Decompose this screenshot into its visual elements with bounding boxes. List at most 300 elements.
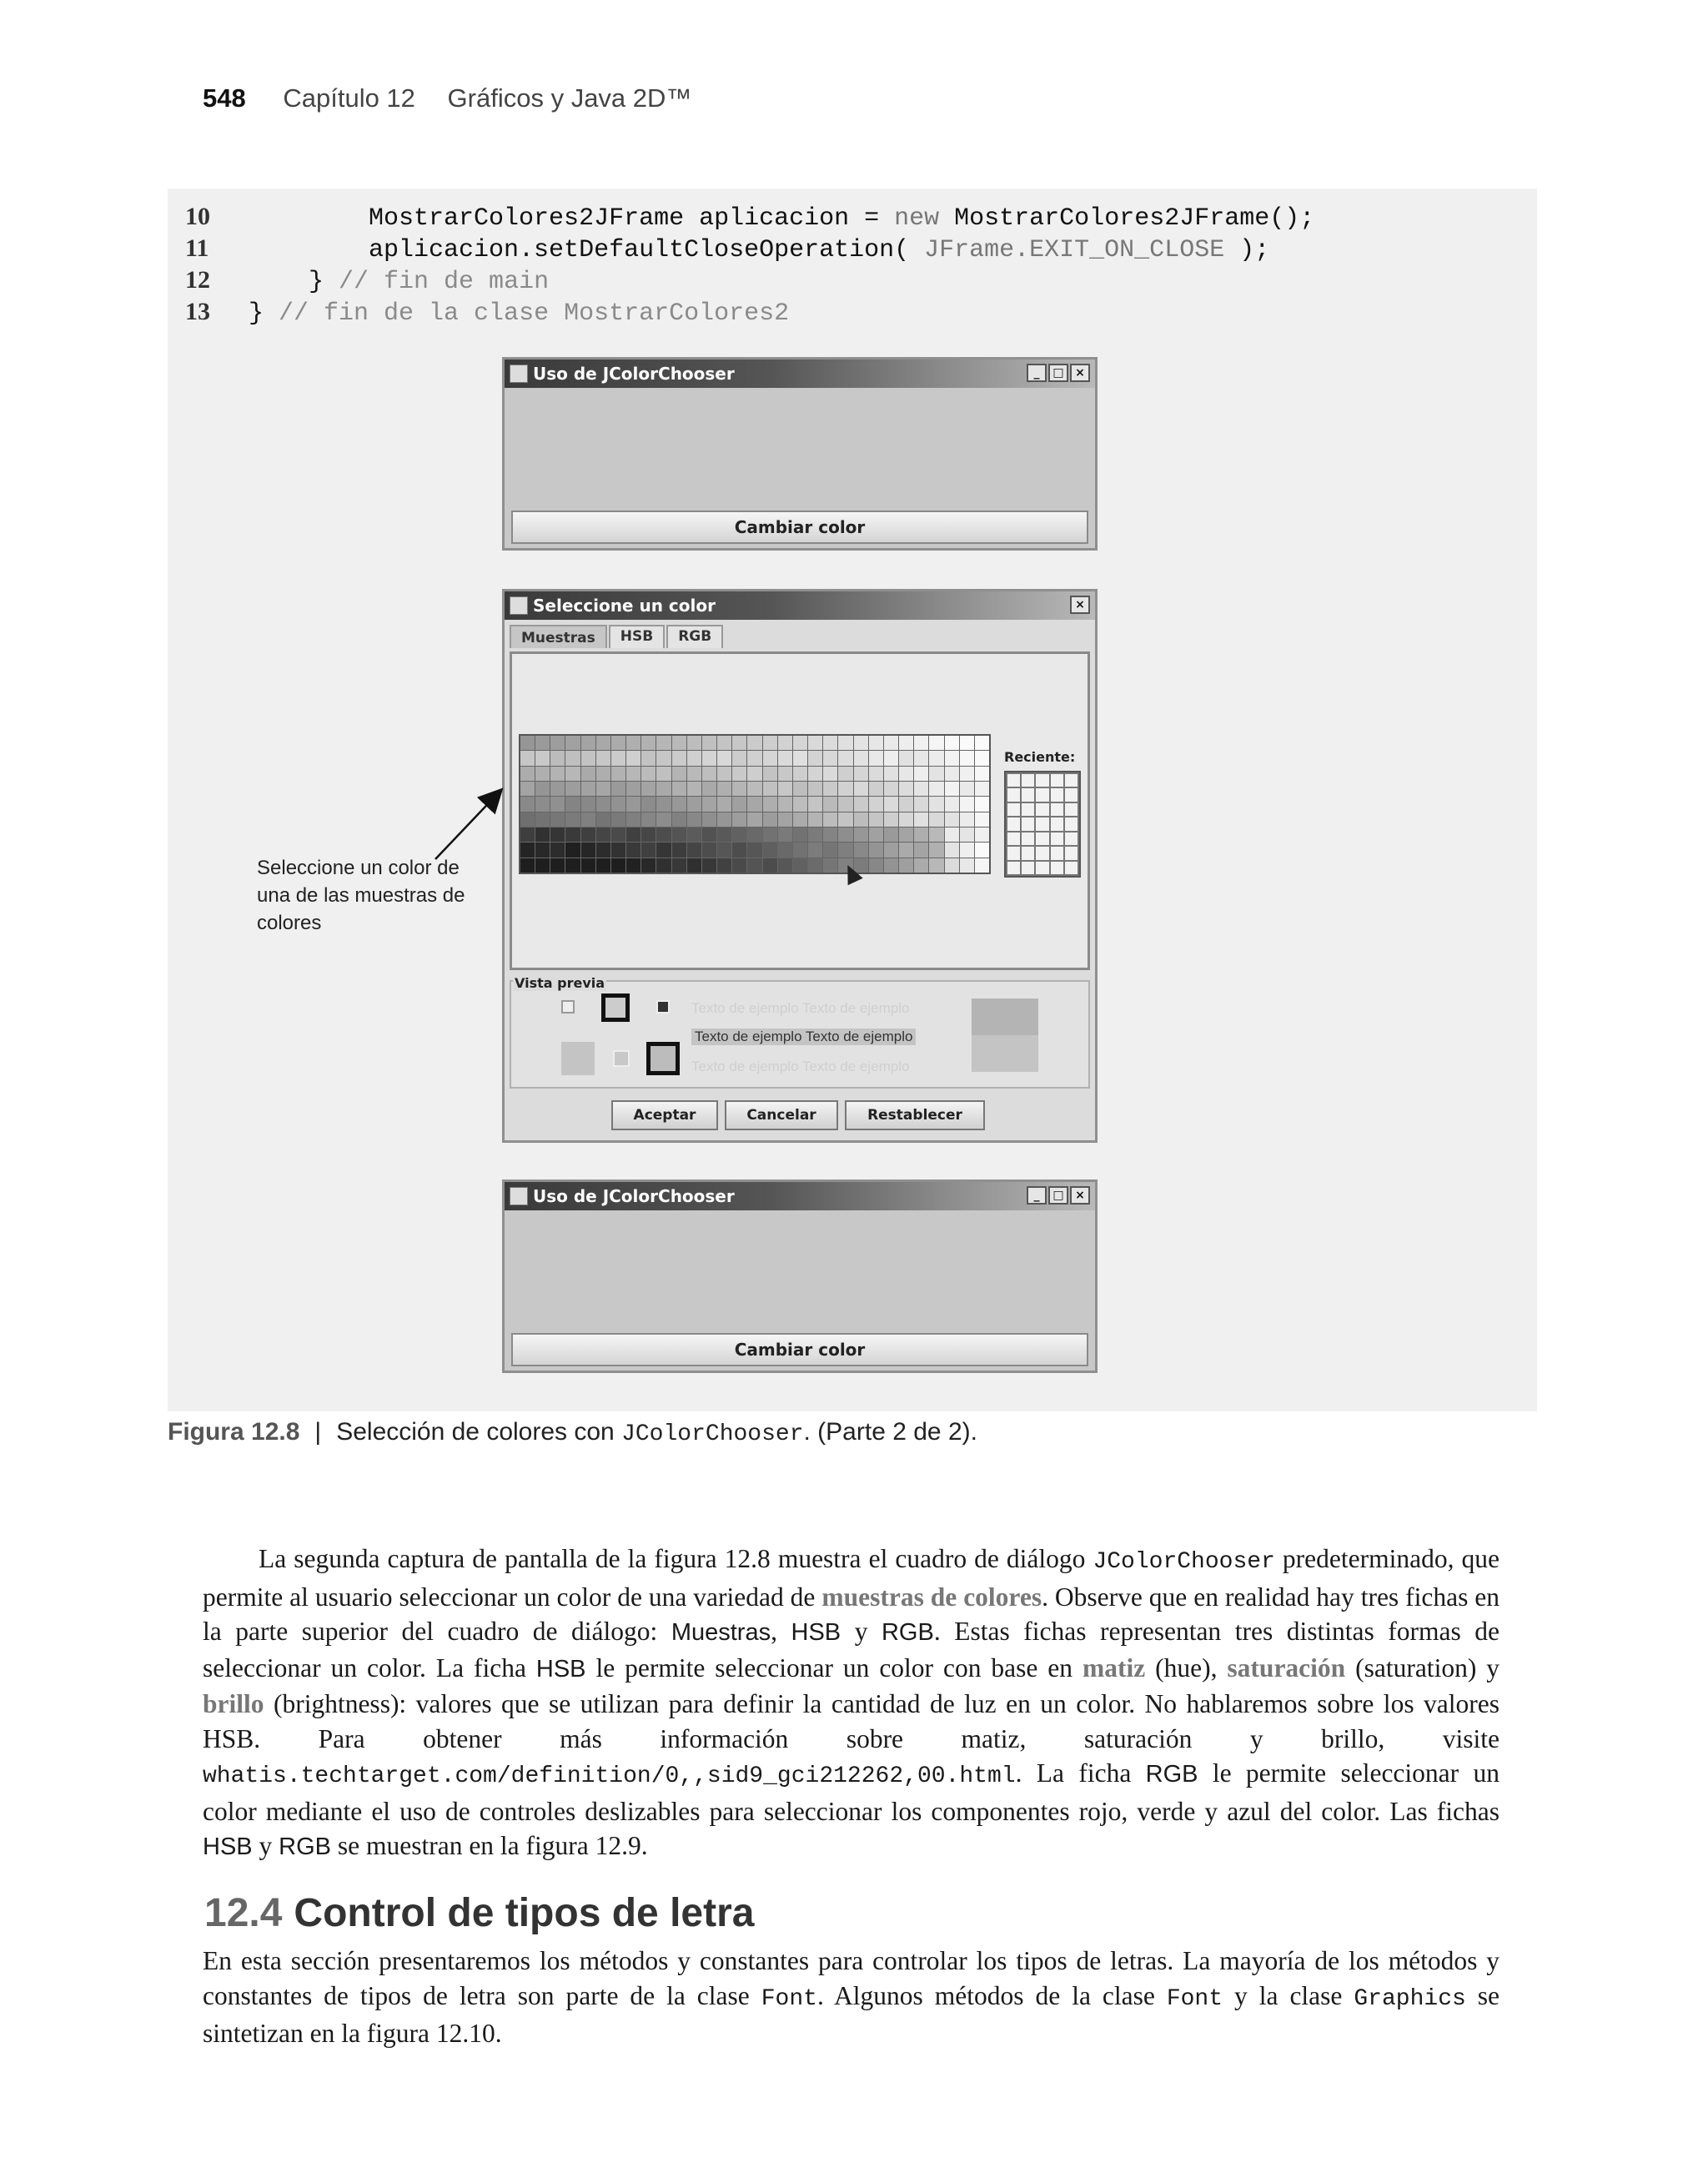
color-swatch[interactable] [641,843,656,857]
color-swatch[interactable] [565,858,580,873]
color-swatch[interactable] [747,751,761,765]
color-swatch[interactable] [535,736,550,750]
color-swatch[interactable] [520,736,535,750]
color-swatch[interactable] [535,797,550,811]
color-swatch[interactable] [672,736,686,750]
color-swatch[interactable] [869,767,883,781]
color-swatch[interactable] [945,767,959,781]
recent-swatch[interactable] [1007,774,1020,787]
color-swatch[interactable] [975,751,989,765]
recent-swatch[interactable] [1051,788,1063,801]
color-swatch[interactable] [793,858,807,873]
recent-swatch[interactable] [1007,832,1020,845]
color-swatch[interactable] [747,843,761,857]
color-swatch[interactable] [869,858,883,873]
color-swatch[interactable] [945,782,959,796]
tab-rgb[interactable]: RGB [666,625,723,648]
color-swatch[interactable] [626,736,640,750]
color-swatch[interactable] [656,736,671,750]
color-swatch[interactable] [550,782,565,796]
color-swatch[interactable] [975,827,989,842]
color-swatch[interactable] [945,736,959,750]
recent-swatch[interactable] [1022,788,1034,801]
color-swatch[interactable] [975,858,989,873]
recent-swatch[interactable] [1036,862,1048,874]
close-button[interactable]: × [1070,596,1090,614]
color-swatch[interactable] [929,812,943,827]
color-swatch[interactable] [808,858,822,873]
color-swatch[interactable] [884,812,898,827]
color-swatch[interactable] [581,843,595,857]
color-swatch[interactable] [596,797,610,811]
color-swatch[interactable] [914,797,928,811]
color-swatch[interactable] [884,751,898,765]
color-swatch[interactable] [550,843,565,857]
recent-swatch[interactable] [1007,803,1020,816]
color-swatch[interactable] [960,843,974,857]
color-swatch[interactable] [914,827,928,842]
color-swatch[interactable] [611,797,625,811]
reset-button[interactable]: Restablecer [845,1100,985,1130]
minimize-button[interactable]: _ [1027,1186,1047,1205]
color-swatch[interactable] [596,843,610,857]
color-swatch[interactable] [656,843,671,857]
color-swatch[interactable] [702,858,716,873]
color-swatch[interactable] [747,736,761,750]
color-swatch[interactable] [596,751,610,765]
color-swatch[interactable] [838,782,852,796]
recent-swatch[interactable] [1051,817,1063,830]
color-swatch[interactable] [656,782,671,796]
color-swatch[interactable] [656,827,671,842]
color-swatch[interactable] [793,782,807,796]
color-swatch[interactable] [672,858,686,873]
color-swatch[interactable] [626,827,640,842]
color-swatch[interactable] [899,812,913,827]
color-swatch[interactable] [763,751,777,765]
color-swatch[interactable] [611,812,625,827]
recent-swatch[interactable] [1065,774,1078,787]
color-swatch[interactable] [763,736,777,750]
color-swatch[interactable] [596,858,610,873]
color-swatch[interactable] [702,827,716,842]
color-swatch[interactable] [838,827,852,842]
color-swatch[interactable] [672,767,686,781]
color-swatch[interactable] [581,736,595,750]
color-swatch[interactable] [899,782,913,796]
color-swatch[interactable] [793,736,807,750]
color-swatch[interactable] [778,827,792,842]
change-color-button[interactable]: Cambiar color [511,511,1088,544]
color-swatch[interactable] [520,767,535,781]
color-swatch[interactable] [717,843,731,857]
color-swatch[interactable] [732,858,746,873]
color-swatch[interactable] [960,858,974,873]
recent-swatch[interactable] [1051,847,1063,859]
color-swatch[interactable] [672,751,686,765]
color-swatch[interactable] [626,858,640,873]
color-swatch[interactable] [884,782,898,796]
color-swatch[interactable] [884,797,898,811]
color-swatch[interactable] [808,827,822,842]
color-swatch[interactable] [581,797,595,811]
color-swatch[interactable] [550,858,565,873]
color-swatch[interactable] [565,797,580,811]
color-swatch[interactable] [626,782,640,796]
color-swatch[interactable] [550,736,565,750]
color-swatch[interactable] [596,736,610,750]
recent-swatch[interactable] [1036,817,1048,830]
color-swatch[interactable] [535,751,550,765]
color-swatch[interactable] [854,782,868,796]
color-swatch[interactable] [763,797,777,811]
minimize-button[interactable]: _ [1027,364,1047,382]
color-swatch[interactable] [808,751,822,765]
color-swatch[interactable] [823,858,837,873]
color-swatch[interactable] [626,767,640,781]
color-swatch[interactable] [899,858,913,873]
color-swatch[interactable] [535,812,550,827]
recent-swatch[interactable] [1065,788,1078,801]
recent-swatch[interactable] [1051,862,1063,874]
color-swatch[interactable] [687,858,701,873]
color-swatch[interactable] [975,736,989,750]
color-swatch[interactable] [520,751,535,765]
color-swatch[interactable] [535,767,550,781]
color-swatch[interactable] [808,843,822,857]
color-swatch[interactable] [960,782,974,796]
color-swatch[interactable] [702,812,716,827]
color-swatch[interactable] [823,843,837,857]
color-swatch[interactable] [854,767,868,781]
color-swatch[interactable] [747,812,761,827]
color-swatch[interactable] [778,843,792,857]
color-swatch[interactable] [732,812,746,827]
color-swatch[interactable] [869,843,883,857]
color-swatch[interactable] [641,827,656,842]
color-swatch[interactable] [793,812,807,827]
color-swatch[interactable] [838,797,852,811]
cancel-button[interactable]: Cancelar [725,1100,838,1130]
color-swatch[interactable] [899,827,913,842]
color-swatch[interactable] [702,797,716,811]
color-swatch[interactable] [884,827,898,842]
color-swatch[interactable] [884,736,898,750]
color-swatch[interactable] [778,751,792,765]
color-swatch[interactable] [717,767,731,781]
color-swatch[interactable] [899,767,913,781]
color-swatch[interactable] [687,767,701,781]
color-swatch[interactable] [747,767,761,781]
color-swatch[interactable] [975,812,989,827]
color-swatch[interactable] [747,858,761,873]
color-swatch[interactable] [732,797,746,811]
color-swatch[interactable] [854,843,868,857]
color-swatch[interactable] [565,767,580,781]
color-swatch[interactable] [581,827,595,842]
color-swatch[interactable] [823,782,837,796]
color-swatch[interactable] [565,827,580,842]
recent-swatch[interactable] [1036,788,1048,801]
color-swatch[interactable] [611,843,625,857]
color-swatch[interactable] [823,812,837,827]
recent-swatch[interactable] [1036,847,1048,859]
color-swatch[interactable] [732,736,746,750]
color-swatch[interactable] [550,751,565,765]
color-swatch[interactable] [914,858,928,873]
color-swatch[interactable] [838,751,852,765]
recent-swatch[interactable] [1036,803,1048,816]
color-swatch[interactable] [672,812,686,827]
tab-hsb[interactable]: HSB [609,625,665,648]
color-swatch[interactable] [793,751,807,765]
color-swatch[interactable] [520,858,535,873]
color-swatch[interactable] [581,782,595,796]
color-swatch[interactable] [687,812,701,827]
color-swatch[interactable] [929,782,943,796]
color-swatch[interactable] [975,767,989,781]
color-swatch[interactable] [884,858,898,873]
color-swatch[interactable] [884,767,898,781]
color-swatch[interactable] [763,782,777,796]
color-swatch[interactable] [975,797,989,811]
color-swatch[interactable] [732,782,746,796]
color-swatch[interactable] [869,751,883,765]
color-swatch[interactable] [565,782,580,796]
close-button[interactable]: × [1070,364,1090,382]
recent-swatch[interactable] [1022,832,1034,845]
color-swatch[interactable] [702,782,716,796]
color-swatch[interactable] [945,797,959,811]
color-swatch[interactable] [838,767,852,781]
color-swatch[interactable] [611,782,625,796]
color-swatch[interactable] [717,736,731,750]
color-swatch[interactable] [808,797,822,811]
recent-swatch[interactable] [1051,803,1063,816]
color-swatch[interactable] [732,767,746,781]
color-swatch[interactable] [763,843,777,857]
color-swatch[interactable] [869,812,883,827]
color-swatch[interactable] [823,736,837,750]
color-swatch[interactable] [945,751,959,765]
color-swatch[interactable] [611,858,625,873]
color-swatch[interactable] [702,767,716,781]
color-swatch[interactable] [535,858,550,873]
color-swatch[interactable] [565,812,580,827]
color-swatch[interactable] [763,767,777,781]
color-swatch[interactable] [687,782,701,796]
color-swatch[interactable] [808,736,822,750]
color-swatch[interactable] [854,736,868,750]
color-swatch[interactable] [611,736,625,750]
recent-swatch[interactable] [1022,774,1034,787]
color-swatch[interactable] [899,751,913,765]
color-swatch[interactable] [641,812,656,827]
recent-swatch[interactable] [1065,817,1078,830]
color-swatch[interactable] [823,827,837,842]
color-swatch[interactable] [914,843,928,857]
color-swatch[interactable] [914,767,928,781]
recent-swatch[interactable] [1065,847,1078,859]
recent-swatch[interactable] [1065,862,1078,874]
color-swatch[interactable] [687,736,701,750]
color-swatch[interactable] [793,797,807,811]
color-swatch[interactable] [641,767,656,781]
recent-swatch[interactable] [1022,862,1034,874]
color-swatch[interactable] [914,751,928,765]
color-swatch[interactable] [778,812,792,827]
color-swatch[interactable] [899,797,913,811]
color-swatch[interactable] [884,843,898,857]
color-swatch[interactable] [687,843,701,857]
color-swatch[interactable] [960,736,974,750]
color-swatch[interactable] [945,827,959,842]
color-swatch[interactable] [717,782,731,796]
color-swatch[interactable] [702,736,716,750]
color-swatch[interactable] [914,736,928,750]
color-swatch[interactable] [854,797,868,811]
color-swatch[interactable] [550,767,565,781]
color-swatch[interactable] [565,843,580,857]
recent-swatch[interactable] [1051,832,1063,845]
color-swatch[interactable] [899,736,913,750]
color-swatch[interactable] [687,751,701,765]
color-swatch[interactable] [899,843,913,857]
color-swatch[interactable] [914,782,928,796]
color-swatch[interactable] [550,827,565,842]
color-swatch[interactable] [960,827,974,842]
color-swatch[interactable] [611,767,625,781]
recent-swatch[interactable] [1022,803,1034,816]
recent-swatch[interactable] [1036,832,1048,845]
color-swatch[interactable] [823,751,837,765]
color-swatch[interactable] [717,858,731,873]
color-swatch[interactable] [520,782,535,796]
color-swatch[interactable] [929,843,943,857]
recent-swatch[interactable] [1065,832,1078,845]
close-button[interactable]: × [1070,1186,1090,1205]
recent-swatch[interactable] [1007,817,1020,830]
color-swatch[interactable] [550,812,565,827]
color-swatch[interactable] [717,812,731,827]
color-swatch[interactable] [823,767,837,781]
recent-swatch[interactable] [1007,847,1020,859]
color-swatch[interactable] [808,767,822,781]
color-swatch[interactable] [778,858,792,873]
color-swatch[interactable] [535,827,550,842]
color-swatch[interactable] [793,843,807,857]
color-swatch[interactable] [702,843,716,857]
color-swatch[interactable] [778,736,792,750]
color-swatch[interactable] [641,858,656,873]
recent-swatch-grid[interactable] [1004,771,1081,878]
color-swatch[interactable] [763,858,777,873]
color-swatch[interactable] [611,751,625,765]
color-swatch[interactable] [945,843,959,857]
color-swatch[interactable] [808,812,822,827]
color-swatch[interactable] [596,812,610,827]
accept-button[interactable]: Aceptar [611,1100,718,1130]
color-swatch[interactable] [565,736,580,750]
color-swatch[interactable] [778,782,792,796]
color-swatch[interactable] [869,736,883,750]
color-swatch[interactable] [565,751,580,765]
color-swatch[interactable] [626,812,640,827]
color-swatch[interactable] [641,751,656,765]
tab-muestras[interactable]: Muestras [510,625,607,648]
color-swatch[interactable] [929,827,943,842]
color-swatch[interactable] [732,827,746,842]
color-swatch[interactable] [823,797,837,811]
color-swatch[interactable] [914,812,928,827]
color-swatch[interactable] [869,782,883,796]
color-swatch[interactable] [641,797,656,811]
color-swatch[interactable] [656,797,671,811]
color-swatch[interactable] [672,782,686,796]
color-swatch[interactable] [687,827,701,842]
color-swatch[interactable] [596,827,610,842]
color-swatch[interactable] [581,751,595,765]
recent-swatch[interactable] [1007,862,1020,874]
color-swatch[interactable] [520,812,535,827]
color-swatch[interactable] [960,797,974,811]
color-swatch[interactable] [793,767,807,781]
recent-swatch[interactable] [1036,774,1048,787]
color-swatch[interactable] [747,797,761,811]
color-swatch[interactable] [596,767,610,781]
color-swatch[interactable] [945,858,959,873]
color-swatch[interactable] [520,843,535,857]
color-swatch[interactable] [960,767,974,781]
color-swatch[interactable] [581,812,595,827]
color-swatch[interactable] [945,812,959,827]
maximize-button[interactable]: □ [1048,1186,1068,1205]
color-swatch[interactable] [535,782,550,796]
color-swatch[interactable] [520,797,535,811]
color-swatch[interactable] [929,751,943,765]
color-swatch[interactable] [763,812,777,827]
color-swatch[interactable] [672,797,686,811]
color-swatch[interactable] [550,797,565,811]
color-swatch[interactable] [626,797,640,811]
color-swatch[interactable] [656,751,671,765]
color-swatch[interactable] [854,751,868,765]
color-swatch[interactable] [656,767,671,781]
color-swatch[interactable] [672,827,686,842]
color-swatch[interactable] [960,751,974,765]
color-swatch[interactable] [869,827,883,842]
color-swatch[interactable] [641,736,656,750]
color-swatch[interactable] [854,812,868,827]
color-swatch[interactable] [626,843,640,857]
recent-swatch[interactable] [1022,847,1034,859]
color-swatch[interactable] [778,797,792,811]
color-swatch[interactable] [838,812,852,827]
color-swatch[interactable] [732,843,746,857]
color-swatch[interactable] [535,843,550,857]
color-swatch[interactable] [929,858,943,873]
color-swatch[interactable] [929,797,943,811]
color-swatch[interactable] [929,767,943,781]
color-swatch[interactable] [717,827,731,842]
color-swatch[interactable] [520,827,535,842]
color-swatch[interactable] [656,812,671,827]
color-swatch[interactable] [793,827,807,842]
color-swatch[interactable] [975,782,989,796]
color-swatch[interactable] [975,843,989,857]
color-swatch[interactable] [869,797,883,811]
color-swatch[interactable] [929,736,943,750]
